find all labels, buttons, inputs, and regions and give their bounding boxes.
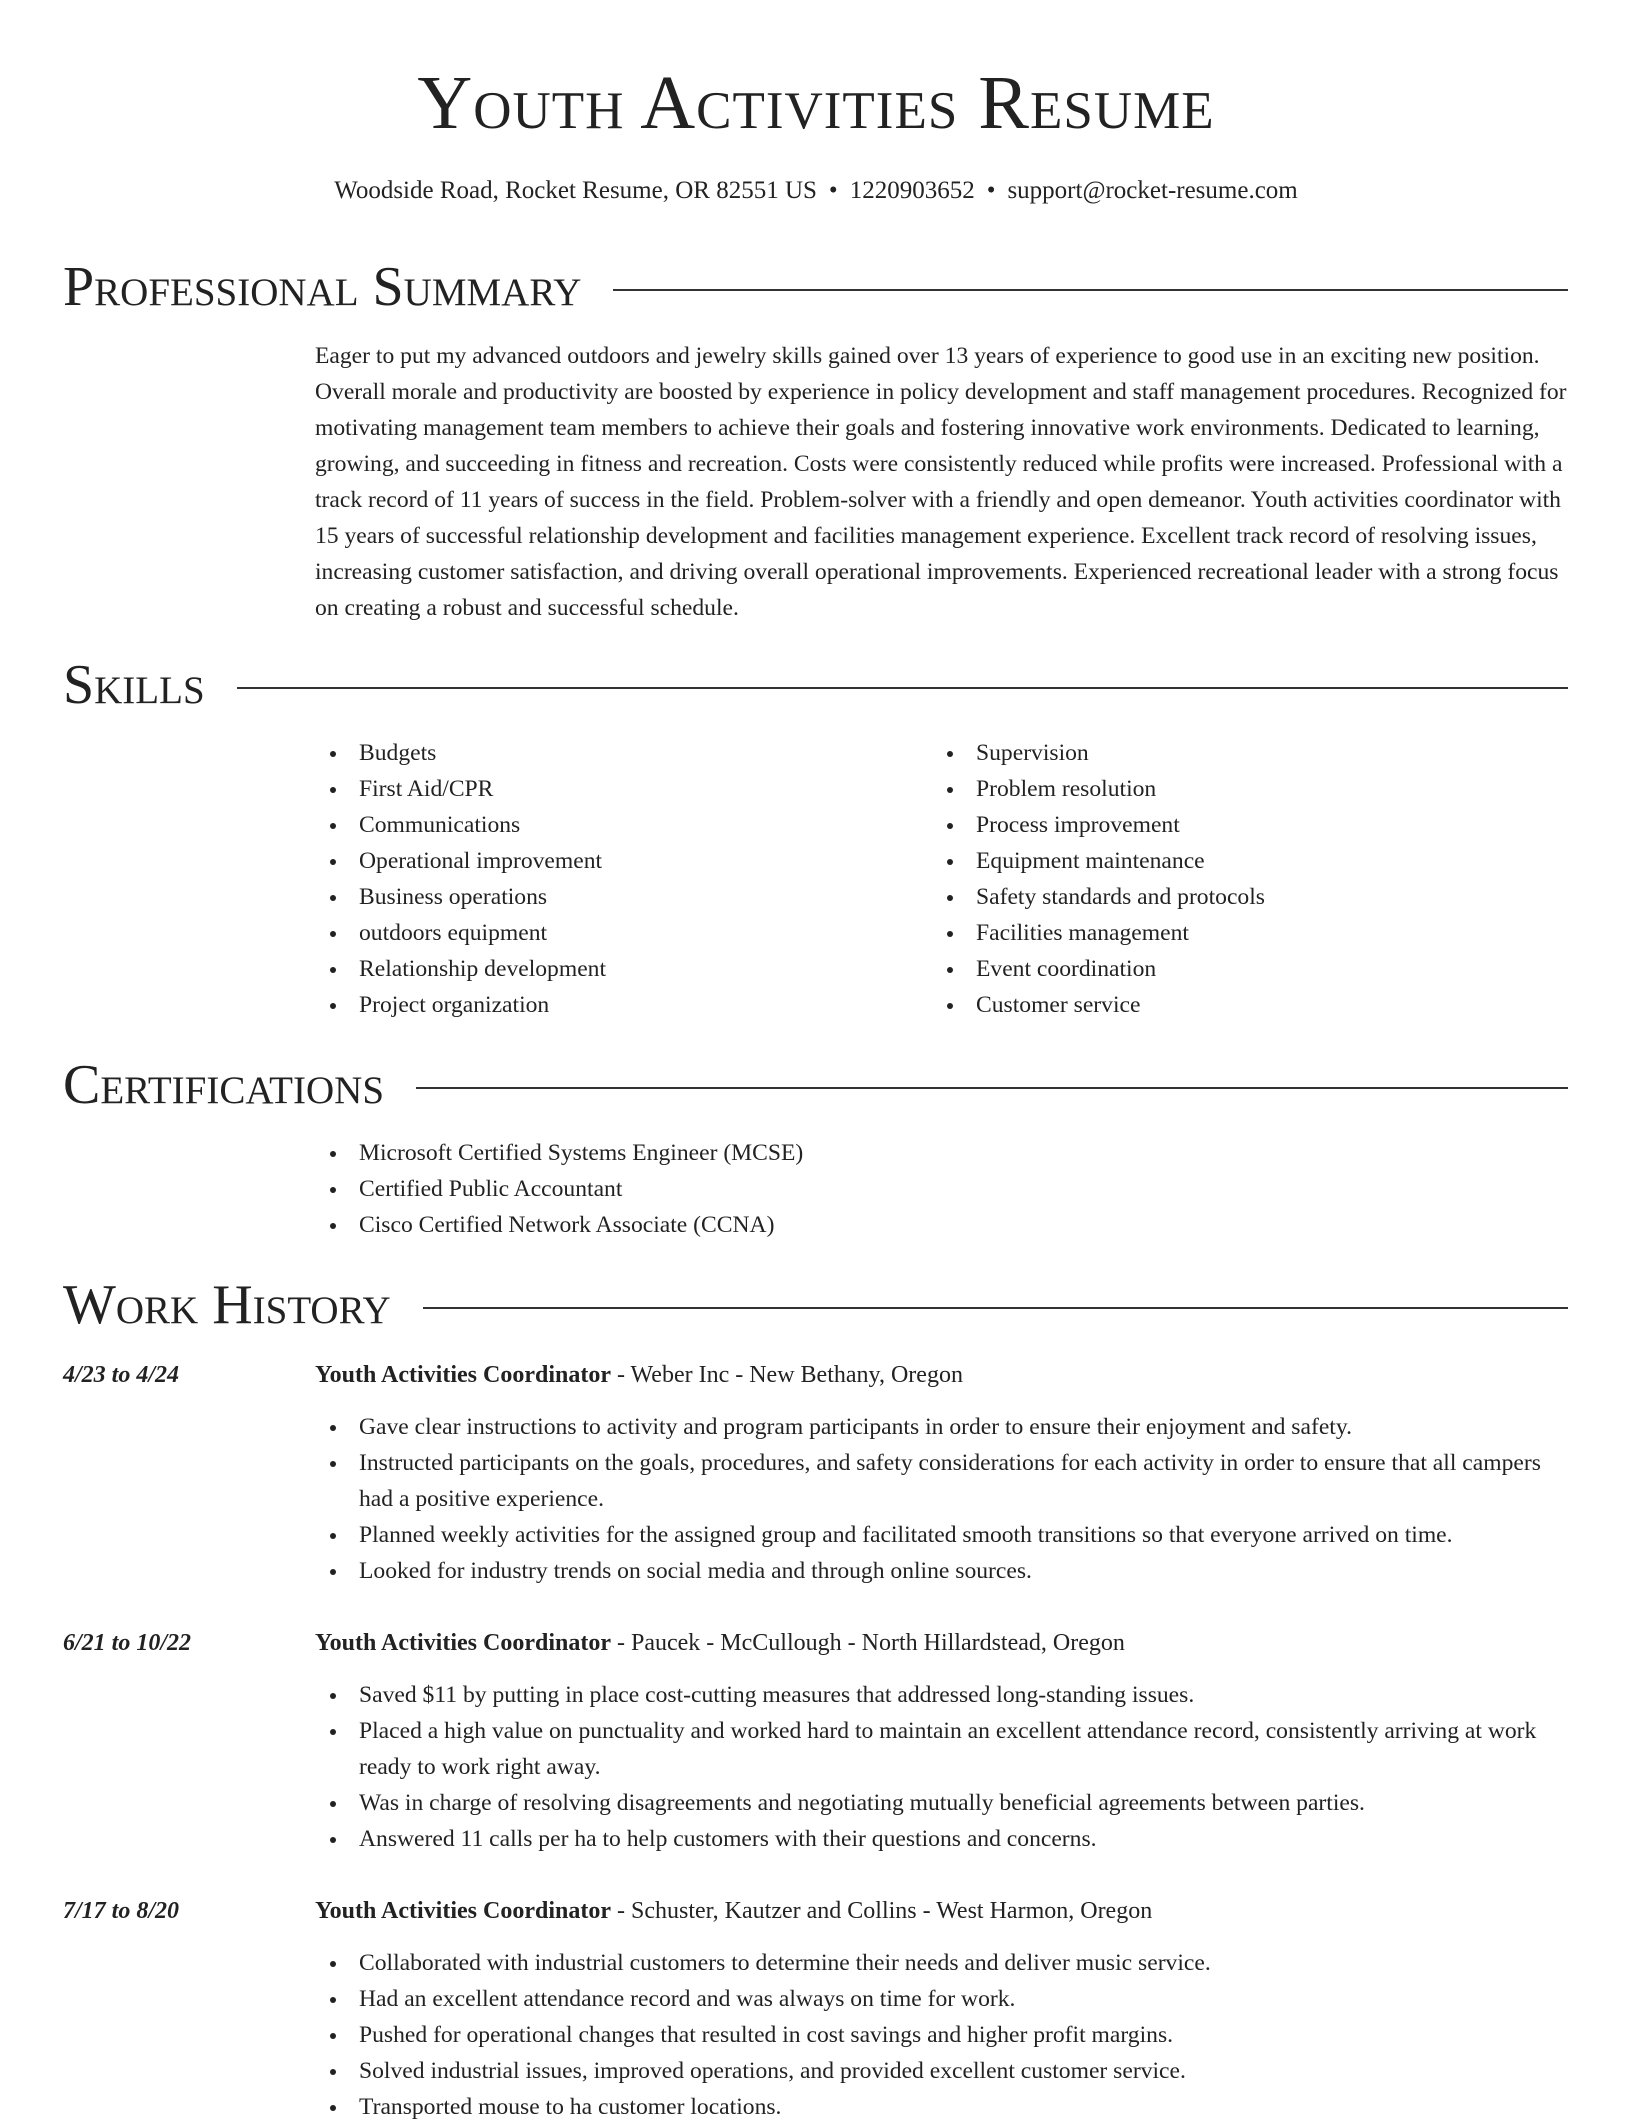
job-bullet: Transported mouse to ha customer locations.: [315, 2089, 1568, 2125]
resume-title: Youth Activities Resume: [417, 61, 1215, 145]
skill-item: Event coordination: [932, 951, 1552, 987]
section-header-work-history: [63, 1270, 1568, 1340]
section-title-summary: Professional Summary: [63, 256, 582, 318]
contact-separator: •: [986, 177, 996, 204]
section-title-work-history: Work History: [63, 1274, 391, 1336]
section-divider: [237, 687, 1568, 689]
job-employer-location: - Paucek - McCullough - North Hillardstead, Oregon: [611, 1630, 1125, 1656]
section-divider: [613, 289, 1568, 291]
contact-line: [0, 174, 1632, 208]
skill-item: Communications: [315, 807, 915, 843]
job-bullet: Solved industrial issues, improved operations, and provided excellent customer service.: [315, 2053, 1568, 2089]
job-employer-location: - Weber Inc - New Bethany, Oregon: [611, 1362, 963, 1388]
job-bullet: Collaborated with industrial customers to determine their needs and deliver music service.: [315, 1945, 1568, 1981]
certification-item: Microsoft Certified Systems Engineer (MCSE): [315, 1135, 1568, 1171]
job-bullet: Saved $11 by putting in place cost-cutting measures that addressed long-standing issues.: [315, 1677, 1568, 1713]
skill-item: Budgets: [315, 735, 915, 771]
certification-item: Cisco Certified Network Associate (CCNA): [315, 1207, 1568, 1243]
contact-phone: 1220903652: [849, 177, 975, 204]
job-heading: [315, 1625, 1568, 1661]
job-bullet: Looked for industry trends on social media and through online sources.: [315, 1553, 1568, 1589]
skill-item: Business operations: [315, 879, 915, 915]
skill-item: outdoors equipment: [315, 915, 915, 951]
job-bullets: [315, 1409, 1568, 1589]
section-divider: [416, 1087, 1568, 1089]
skills-list-right: [932, 735, 1552, 1023]
job-bullet: Pushed for operational changes that resulted in cost savings and higher profit margins.: [315, 2017, 1568, 2053]
skill-item: Problem resolution: [932, 771, 1552, 807]
job-bullets: [315, 1677, 1568, 1857]
skill-item: Project organization: [315, 987, 915, 1023]
job-title: Youth Activities Coordinator: [315, 1362, 611, 1388]
job-dates: 6/21 to 10/22: [63, 1630, 192, 1656]
job-bullet: Placed a high value on punctuality and worked hard to maintain an excellent attendance record, consistently arriving at work ready to work right away.: [315, 1713, 1568, 1785]
contact-email: support@rocket-resume.com: [1007, 177, 1298, 204]
job-bullet: Had an excellent attendance record and was always on time for work.: [315, 1981, 1568, 2017]
skill-item: Relationship development: [315, 951, 915, 987]
skill-item: Facilities management: [932, 915, 1552, 951]
job-bullet: Planned weekly activities for the assigned group and facilitated smooth transitions so that everyone arrived on time.: [315, 1517, 1568, 1553]
job-title: Youth Activities Coordinator: [315, 1630, 611, 1656]
job-dates: 7/17 to 8/20: [63, 1898, 180, 1924]
job-bullets: [315, 1945, 1568, 2125]
skill-item: Customer service: [932, 987, 1552, 1023]
job-bullet: Was in charge of resolving disagreements and negotiating mutually beneficial agreements between parties.: [315, 1785, 1568, 1821]
job-heading: [315, 1893, 1568, 1929]
certification-item: Certified Public Accountant: [315, 1171, 1568, 1207]
job-employer-location: - Schuster, Kautzer and Collins - West Harmon, Oregon: [611, 1898, 1153, 1924]
job-bullet: Gave clear instructions to activity and program participants in order to ensure their enjoyment and safety.: [315, 1409, 1568, 1445]
skill-item: Process improvement: [932, 807, 1552, 843]
skill-item: Equipment maintenance: [932, 843, 1552, 879]
section-divider: [423, 1307, 1568, 1309]
section-header-summary: [63, 252, 1568, 322]
section-title-skills: Skills: [63, 654, 205, 716]
contact-separator: •: [828, 177, 838, 204]
job-bullet: Answered 11 calls per ha to help customers with their questions and concerns.: [315, 1821, 1568, 1857]
job-bullet: Instructed participants on the goals, procedures, and safety considerations for each activity in order to ensure that all campers had a positive experience.: [315, 1445, 1568, 1517]
skill-item: Operational improvement: [315, 843, 915, 879]
skill-item: Safety standards and protocols: [932, 879, 1552, 915]
job-title: Youth Activities Coordinator: [315, 1898, 611, 1924]
section-header-certifications: [63, 1050, 1568, 1120]
job-heading: [315, 1357, 1568, 1393]
contact-address: Woodside Road, Rocket Resume, OR 82551 US: [334, 177, 817, 204]
section-header-skills: [63, 650, 1568, 720]
skill-item: Supervision: [932, 735, 1552, 771]
skills-list-left: [315, 735, 915, 1023]
job-dates: 4/23 to 4/24: [63, 1362, 180, 1388]
certifications-list: [315, 1135, 1568, 1243]
section-title-certifications: Certifications: [63, 1054, 385, 1116]
skill-item: First Aid/CPR: [315, 771, 915, 807]
summary-text: Eager to put my advanced outdoors and jewelry skills gained over 13 years of experience to good use in an exciting new position. Overall morale and productivity are boosted by experience in policy development and staff management procedures. Recognized for motivating management team members to achieve their goals and fostering innovative work environments. Dedicated to learning, growing, and succeeding in fitness and recreation. Costs were consistently reduced while profits were increased. Professional with a track record of 11 years of success in the field. Problem-solver with a friendly and open demeanor. Youth activities coordinator with 15 years of successful relationship development and facilities management experience. Excellent track record of resolving issues, increasing customer satisfaction, and driving overall operational improvements. Experienced recreational leader with a strong focus on creating a robust and successful schedule.: [315, 343, 1567, 621]
